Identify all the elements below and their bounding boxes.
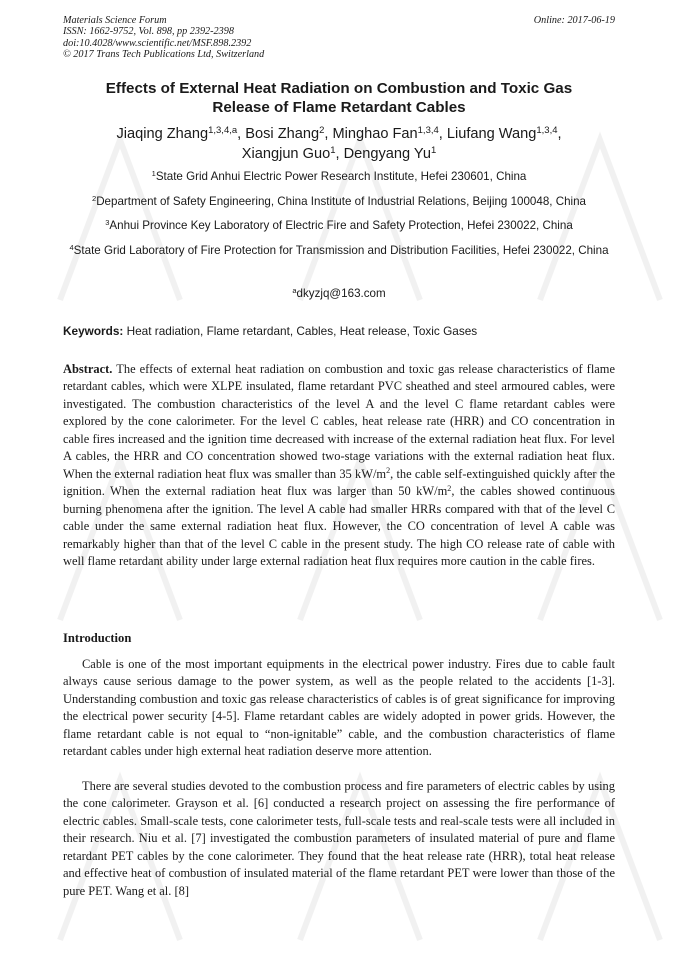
author-affil-sup: 1,3,4,a <box>208 124 238 136</box>
abstract-text-part-2: , the cable self-extinguished quickly after the ignition. When the external radiation heat flux was larger than 50 kW/m <box>63 466 615 499</box>
affiliation-3 <box>56 216 622 235</box>
copyright-line: © 2017 Trans Tech Publications Ltd, Switzerland <box>63 49 265 61</box>
author-affil-sup: 1,3,4 <box>536 124 558 136</box>
abstract-label: Abstract. <box>63 362 113 376</box>
paper-title <box>40 79 638 117</box>
affiliation-sup: 3 <box>105 217 110 227</box>
abstract-sup-1: 2 <box>386 466 391 476</box>
journal-name: Materials Science Forum <box>63 15 167 26</box>
author-affil-sup: 1 <box>430 144 437 156</box>
abstract-text-part-3: , the cables showed continuous burning phenomena after the ignition. The level A cable had smaller HRRs compared with that of the level C cable under the same external radiation heat flux. However, the CO concentration of level A cable was remarkably higher than that of the level C cable in the present study. The high CO release rate of cable with well flame retardant ability under large external radiation heat flux requires more caution in the cable fires. <box>63 484 615 568</box>
intro-paragraph-2: There are several studies devoted to the combustion process and fire parameters of electric cables by using the cone calorimeter. Grayson et al. [6] conducted a research project on assessing the fire performance of electric cables. Small-scale tests, cone calorimeter tests, full-scale tests and real-scale tests were all included in their research. Niu et al. [7] investigated the combustion parameters of insulated material of pure and flame retardant PET cables by the cone calorimeter. They found that the heat release rate (HRR), total heat release and effective heat of combustion of insulated material of the flame retardant PET were lower than those of the pure PET. Wang et al. [8] <box>63 779 615 898</box>
author-affil-sup: 2 <box>319 124 325 136</box>
keywords-label: Keywords: <box>63 324 124 338</box>
author-name: Dengyang Yu <box>343 146 431 162</box>
affiliation-text: Anhui Province Key Laboratory of Electric Fire and Safety Protection, Hefei 230022, China <box>109 219 573 232</box>
author-name: Minghao Fan <box>332 126 418 142</box>
abstract-paragraph <box>63 361 615 570</box>
affiliation-sup: 4 <box>69 242 74 252</box>
affiliation-2 <box>56 192 622 211</box>
author-affil-sup: 1,3,4 <box>417 124 439 136</box>
contact-email[interactable] <box>56 284 622 303</box>
keywords-text: Heat radiation, Flame retardant, Cables, Heat release, Toxic Gases <box>123 324 478 338</box>
author-name: Bosi Zhang <box>245 126 320 142</box>
intro-paragraph-1: Cable is one of the most important equipments in the electrical power industry. Fires due to cable fault always cause serious damage to the power system, as well as the people related to the accidents [1-3]. Understanding combustion and toxic gas release characteristics of cables is of great significance for improving the electrical power security [4-5]. Flame retardant cables are widely adopted in power grids. However, the flame retardant cable is not equal to “non-ignitable” cable, and the combustion characteristics of flame retardant cables under high external heat radiation deserve more attention. <box>63 657 615 759</box>
author-list: Jiaqing Zhang$^{1,3,4,a}$, Bosi Zhang$^2$, Minghao Fan$^{1,3,4}$, Liufang Wang$^{1,3,4}$, Xiangjun Guo$^1$, Dengyang Yu$^1$ <box>116 124 562 162</box>
running-header <box>63 15 615 61</box>
section-heading-introduction: Introduction <box>63 631 132 645</box>
issn-line: ISSN: 1662-9752, Vol. 898, pp 2392-2398 <box>63 26 234 38</box>
email-sup: a <box>292 285 297 295</box>
abstract-text-part-1: The effects of external heat radiation on combustion and toxic gas release characteristics of flame retardant cables, which were XLPE insulated, flame retardant PVC sheathed and steel armoured cables, were investigated. The combustion characteristics of the level A and the level C flame retardant cables were explored by the cone calorimeter. For the level C cables, heat release rate (HRR) and CO concentration in cable fires increased and the ignition time decreased with increase of the external radiation heat flux. For level A cables, the HRR and CO concentration showed two-stage variations with the external radiation heat flux. When the external radiation heat flux was smaller than 35 kW/m <box>63 362 615 481</box>
author-name: Xiangjun Guo <box>241 146 331 162</box>
affiliation-text: State Grid Laboratory of Fire Protection for Transmission and Distribution Facilities, Hefei 230022, China <box>73 244 609 257</box>
affiliation-sup: 2 <box>91 193 97 203</box>
doi-link[interactable]: doi:10.4028/www.scientific.net/MSF.898.2392 <box>63 37 252 49</box>
author-name: Jiaqing Zhang <box>116 126 209 142</box>
affiliation-4 <box>56 241 622 260</box>
affiliation-sup: 1 <box>151 168 156 178</box>
title-line-1: Effects of External Heat Radiation on Combustion and Toxic Gas <box>105 80 573 97</box>
email-text[interactable]: dkyzjq@163.com <box>296 287 386 300</box>
author-affil-sup: 1 <box>330 144 336 156</box>
affiliation-1 <box>56 167 622 186</box>
online-date: Online: 2017-06-19 <box>533 15 615 26</box>
author-name: Liufang Wang <box>446 126 537 142</box>
affiliation-text: Department of Safety Engineering, China Institute of Industrial Relations, Beijing 100048, China <box>96 195 586 208</box>
abstract-sup-2: 2 <box>447 483 452 493</box>
affiliation-text: State Grid Anhui Electric Power Research Institute, Hefei 230601, China <box>155 170 527 183</box>
keywords-line <box>63 323 615 339</box>
title-line-2: Release of Flame Retardant Cables <box>212 99 466 116</box>
